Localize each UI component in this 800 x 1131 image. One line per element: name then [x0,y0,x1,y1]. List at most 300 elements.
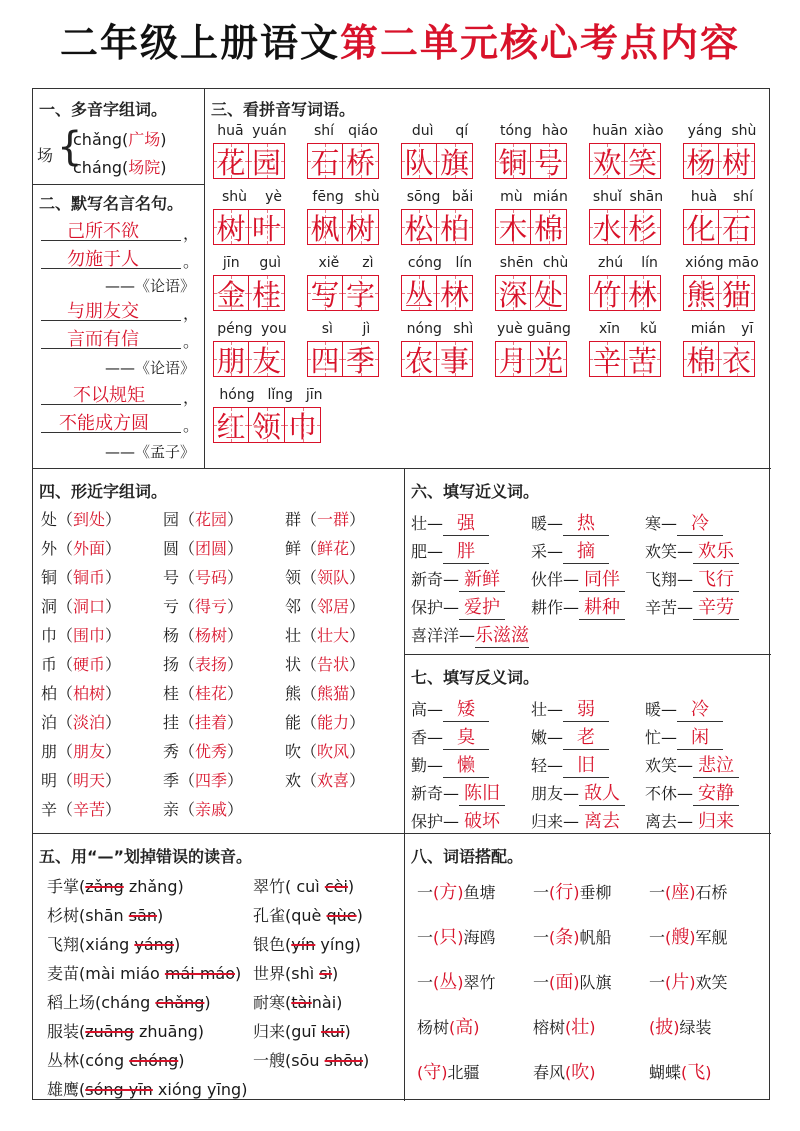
similar-char-item: 邻（邻居） [285,597,366,616]
written-char: 叶 [251,211,281,246]
matching-item: 一(座)石桥 [649,882,728,903]
answer: 懒 [443,751,489,778]
written-char: 欢 [592,145,622,180]
answer: 胖 [443,537,489,564]
similar-char-item: 柏（柏树） [41,684,122,703]
similar-char-item: 铜（铜币） [41,568,122,587]
answer: 只 [439,927,458,948]
pinyin-syllable: lín [641,255,658,271]
pinyin-word [307,255,385,311]
char-cell [343,275,379,311]
written-char: 猫 [721,277,751,312]
pronunciation-item: 耐寒(tàinài) [253,993,343,1012]
pinyin-syllable: lǐng [267,387,294,403]
pinyin-word [495,255,573,311]
char-cell [249,209,285,245]
written-char: 巾 [287,409,317,444]
char-cell [625,341,661,377]
pinyin-text [495,123,573,141]
answer: 柏树 [73,684,106,703]
quote-source: ——《孟子》 [105,443,196,461]
char-cell [343,341,379,377]
similar-char-item: 圆（团圆） [163,539,244,558]
answer: 一群 [317,510,350,529]
answer: 守 [423,1062,442,1083]
written-char: 衣 [721,343,751,378]
synonym-item [531,509,609,536]
char-cell [495,275,531,311]
pinyin-syllable: péng [217,321,253,337]
pinyin-syllable: fēng [312,189,344,205]
char-cell [213,407,249,443]
pinyin-syllable: bǎi [451,189,474,205]
char: 外 [41,539,58,558]
written-char: 石 [721,211,751,246]
worksheet-frame [32,88,770,1100]
char-cell [437,143,473,179]
char: 亏 [163,597,180,616]
section-antonyms [405,654,771,833]
pinyin-text [589,255,667,273]
pinyin-text [495,321,573,339]
pinyin-syllable: huā [217,123,244,139]
pinyin-syllable: yuán [252,123,287,139]
written-char: 四 [310,343,340,378]
pinyin-text [401,123,479,141]
pinyin-syllable: yè [265,189,282,205]
pinyin-word [213,255,291,311]
answer: 铜币 [73,568,106,587]
pinyin-syllable: sōng [406,189,441,205]
written-char: 桂 [251,277,281,312]
answer: 领队 [317,568,350,587]
word: 离去— [645,812,694,831]
section-heading: 二、默写名言名句。 [39,194,184,213]
word: 采— [531,542,564,561]
wrong-reading: qùe [326,906,357,925]
pinyin-syllable: shí [733,189,754,205]
pinyin-word [307,123,385,179]
written-char: 枫 [310,211,340,246]
answer: 外面 [73,539,106,558]
word: 忙— [645,728,678,747]
pinyin-text [683,123,761,141]
pronunciation-item: 麦苗(mài miáo mái máo) [47,964,242,983]
answer: 爱护 [459,593,505,620]
written-char: 字 [345,277,375,312]
pinyin-text [213,189,291,207]
char-cell [285,407,321,443]
char-cell [437,275,473,311]
pinyin-text [683,189,761,207]
polyphonic-row: chǎng(广场) [73,130,167,149]
pinyin-word [401,189,479,245]
matching-item: 榕树(壮) [533,1017,596,1038]
word: 壮— [411,514,444,533]
synonym-item [645,593,739,620]
word: 香— [411,728,444,747]
similar-char-item: 挂（挂着） [163,713,244,732]
pinyin-syllable: shēn [499,255,534,271]
pinyin-syllable: jīn [305,387,323,403]
written-char: 柏 [439,211,469,246]
char-cell [249,341,285,377]
written-char: 竹 [592,277,622,312]
similar-char-item: 桂（桂花） [163,684,244,703]
pronunciation-item: 手掌(zǎng zhǎng) [47,877,184,896]
section-heading: 八、词语搭配。 [411,847,524,866]
word: 辛苦— [645,598,694,617]
pinyin-syllable: you [261,321,287,337]
char: 秀 [163,742,180,761]
section-heading: 三、看拼音写词语。 [211,100,356,119]
written-char: 苦 [627,343,657,378]
char-grid [683,143,761,179]
answer: 壮 [571,1017,590,1038]
pinyin-word [589,321,667,377]
word: 勤— [411,756,444,775]
char: 鲜 [285,539,302,558]
similar-char-item: 状（告状） [285,655,366,674]
char: 币 [41,655,58,674]
answer: 吹 [571,1062,590,1083]
char-cell [719,275,755,311]
char: 壮 [285,626,302,645]
pinyin-syllable: mián [690,321,726,337]
pinyin-text [307,321,385,339]
word: 保护— [411,812,460,831]
char: 吹 [285,742,302,761]
written-char: 花 [216,145,246,180]
similar-char-item: 亏（得亏） [163,597,244,616]
written-char: 林 [439,277,469,312]
word: 朋友— [531,784,580,803]
char: 能 [285,713,302,732]
pinyin-text [401,255,479,273]
char: 杨 [163,626,180,645]
wrong-reading: chóng [129,1051,179,1070]
word: 新奇— [411,570,460,589]
pinyin-syllable: nóng [406,321,442,337]
similar-char-item: 巾（围巾） [41,626,122,645]
char-cell [495,209,531,245]
answer: 强 [443,509,489,536]
answer: 桂花 [195,684,228,703]
matching-item: 一(条)帆船 [533,927,612,948]
char-grid [589,143,667,179]
answer: 悲泣 [693,751,739,778]
char-cell [307,341,343,377]
pinyin-text [307,123,385,141]
pinyin-syllable: xióng [685,255,724,271]
synonym-item [411,565,505,592]
similar-char-item: 泊（淡泊） [41,713,122,732]
synonym-item [411,621,529,648]
pinyin-syllable: shù [731,123,757,139]
synonym-item [411,509,489,536]
antonym-item [645,779,739,806]
section-heading: 七、填写反义词。 [411,668,540,687]
written-char: 树 [345,211,375,246]
pronunciation-item: 孔雀(què qùe) [253,906,363,925]
pinyin-syllable: yáng [687,123,723,139]
pronunciation-item: 银色(yín yíng) [253,935,361,954]
char-cell [531,209,567,245]
char-cell [495,143,531,179]
answer: 能力 [317,713,350,732]
pinyin-word [589,189,667,245]
char-cell [683,209,719,245]
written-char: 杉 [627,211,657,246]
word: 伙伴— [531,570,580,589]
pinyin-syllable: huān [592,123,628,139]
char-grid [307,341,385,377]
antonym-item [531,807,625,834]
synonym-item [411,537,489,564]
pinyin-syllable: chù [542,255,569,271]
pinyin-syllable: jì [362,321,371,337]
antonym-item [645,695,723,722]
antonym-item [645,723,723,750]
char-grid [589,341,667,377]
pinyin-word [683,255,761,311]
answer: 行 [555,882,574,903]
pinyin-syllable: mù [500,189,523,205]
quote-answer: 勿施于人 [67,249,139,270]
matching-item: (守)北疆 [417,1062,480,1083]
char-grid [495,209,573,245]
pronunciation-item: 归来(guī kuī) [253,1022,351,1041]
answer: 归来 [693,807,739,834]
pinyin-syllable: qiáo [348,123,378,139]
similar-char-item: 熊（熊猫） [285,684,366,703]
answer: 离去 [579,807,625,834]
wrong-reading: chǎng [155,993,205,1012]
char: 巾 [41,626,58,645]
answer: 披 [655,1017,674,1038]
answer: 摘 [563,537,609,564]
char-grid [213,275,291,311]
written-char: 朋 [216,343,246,378]
pinyin-text [401,321,479,339]
synonym-item [645,509,723,536]
written-char: 水 [592,211,622,246]
similar-char-item: 外（外面） [41,539,122,558]
word: 暖— [531,514,564,533]
pinyin-syllable: shí [314,123,335,139]
char-grid [307,275,385,311]
wrong-reading: sóng yīn [85,1080,153,1099]
similar-char-item: 领（领队） [285,568,366,587]
answer: 四季 [195,771,228,790]
answer: 邻居 [317,597,350,616]
answer: 欢喜 [317,771,350,790]
written-char: 写 [310,277,340,312]
pronunciation-item: 飞翔(xiáng yáng) [47,935,181,954]
wrong-reading: kuī [321,1022,345,1041]
answer: 挂着 [195,713,228,732]
pinyin-syllable: zhú [598,255,624,271]
written-char: 旗 [439,145,469,180]
wrong-reading: mái máo [164,964,235,983]
answer: 闲 [677,723,723,750]
char-cell [213,209,249,245]
answer: 丛 [439,972,458,993]
pinyin-syllable: kǔ [640,321,657,337]
matching-item: 一(行)垂柳 [533,882,612,903]
pinyin-syllable: guì [259,255,282,271]
char: 朋 [41,742,58,761]
written-char: 处 [533,277,563,312]
written-char: 桥 [345,145,375,180]
word: 新奇— [411,784,460,803]
wrong-reading: sì [319,964,333,983]
written-char: 红 [216,409,246,444]
pinyin-word [495,189,573,245]
char: 欢 [285,771,302,790]
section-heading: 六、填写近义词。 [411,482,540,501]
char-cell [625,143,661,179]
pronunciation-item: 杉树(shān sān) [47,906,164,925]
quote-answer: 言而有信 [67,329,139,350]
word: 欢笑— [645,542,694,561]
char: 辛 [41,800,58,819]
pinyin-text [495,255,573,273]
pinyin-word [401,255,479,311]
matching-item: 蝴蝶(飞) [649,1062,712,1083]
similar-char-item: 欢（欢喜） [285,771,366,790]
matching-item: 一(艘)军舰 [649,927,728,948]
similar-char-item: 杨（杨树） [163,626,244,645]
pinyin-word [495,123,573,179]
answer: 明天 [73,771,106,790]
answer: 朋友 [73,742,106,761]
pinyin-syllable: xiě [318,255,340,271]
written-char: 棉 [686,343,716,378]
pinyin-syllable: guāng [526,321,571,337]
char-cell [589,341,625,377]
antonym-item [411,807,505,834]
antonym-item [531,695,609,722]
answer: 冷 [677,695,723,722]
word: 高— [411,700,444,719]
written-char: 棉 [533,211,563,246]
word: 归来— [531,812,580,831]
answer: 洞口 [73,597,106,616]
pinyin-text [213,321,291,339]
char-cell [589,143,625,179]
written-char: 树 [216,211,246,246]
written-char: 铜 [498,145,528,180]
answer: 淡泊 [73,713,106,732]
char: 邻 [285,597,302,616]
polyphonic-row: cháng(场院) [73,158,167,177]
pinyin-text [401,189,479,207]
char-cell [719,209,755,245]
char-grid [589,209,667,245]
pinyin-syllable: shuǐ [592,189,622,205]
written-char: 领 [251,409,281,444]
pinyin-text [213,387,329,405]
antonym-item [411,751,489,778]
answer: 破坏 [459,807,505,834]
pinyin-text [683,321,761,339]
wrong-reading: shōu [324,1051,364,1070]
matching-item: 一(丛)翠竹 [417,972,496,993]
written-char: 金 [216,277,246,312]
pinyin-word [401,123,479,179]
pinyin-syllable: māo [728,255,759,271]
answer: 花园 [195,510,228,529]
similar-char-item: 鲜（鲜花） [285,539,366,558]
answer: 旧 [563,751,609,778]
synonym-item [531,593,625,620]
pinyin-word [683,189,761,245]
similar-char-item: 辛（辛苦） [41,800,122,819]
matching-item: 杨树(高) [417,1017,480,1038]
similar-char-item: 园（花园） [163,510,244,529]
pinyin-syllable: yī [741,321,754,337]
answer: 老 [563,723,609,750]
written-char: 木 [498,211,528,246]
section-pinyin-words [205,89,771,468]
wrong-reading: zuāng [85,1022,134,1041]
section-synonyms [405,468,771,654]
answer: 飞 [687,1062,706,1083]
answer: 飞行 [693,565,739,592]
char-grid [683,341,761,377]
answer: 面 [555,972,574,993]
char-grid [495,143,573,179]
answer: 到处 [73,510,106,529]
synonym-item [531,565,625,592]
answer: 高 [455,1017,474,1038]
pinyin-word [307,321,385,377]
quote-source: ——《论语》 [105,277,196,295]
answer: 陈旧 [459,779,505,806]
antonym-item [531,723,609,750]
char: 亲 [163,800,180,819]
similar-char-item: 处（到处） [41,510,122,529]
similar-char-item: 能（能力） [285,713,366,732]
word: 壮— [531,700,564,719]
answer: 臭 [443,723,489,750]
char-cell [401,143,437,179]
char-cell [683,341,719,377]
pinyin-text [683,255,761,273]
antonym-item [645,807,739,834]
answer: 杨树 [195,626,228,645]
char-grid [589,275,667,311]
matching-item: 一(片)欢笑 [649,972,728,993]
wrong-reading: sān [128,906,158,925]
answer: 得亏 [195,597,228,616]
written-char: 笑 [627,145,657,180]
synonym-item [411,593,505,620]
pinyin-syllable: hào [541,123,568,139]
similar-char-item: 秀（优秀） [163,742,244,761]
char-cell [213,143,249,179]
wrong-reading: yín [291,935,316,954]
written-char: 季 [345,343,375,378]
pronunciation-item: 世界(shì sì) [253,964,339,983]
pinyin-word [495,321,573,377]
char-cell [343,209,379,245]
answer: 弱 [563,695,609,722]
char-cell [719,341,755,377]
written-char: 杨 [686,145,716,180]
quote-answer: 己所不欲 [67,221,139,242]
